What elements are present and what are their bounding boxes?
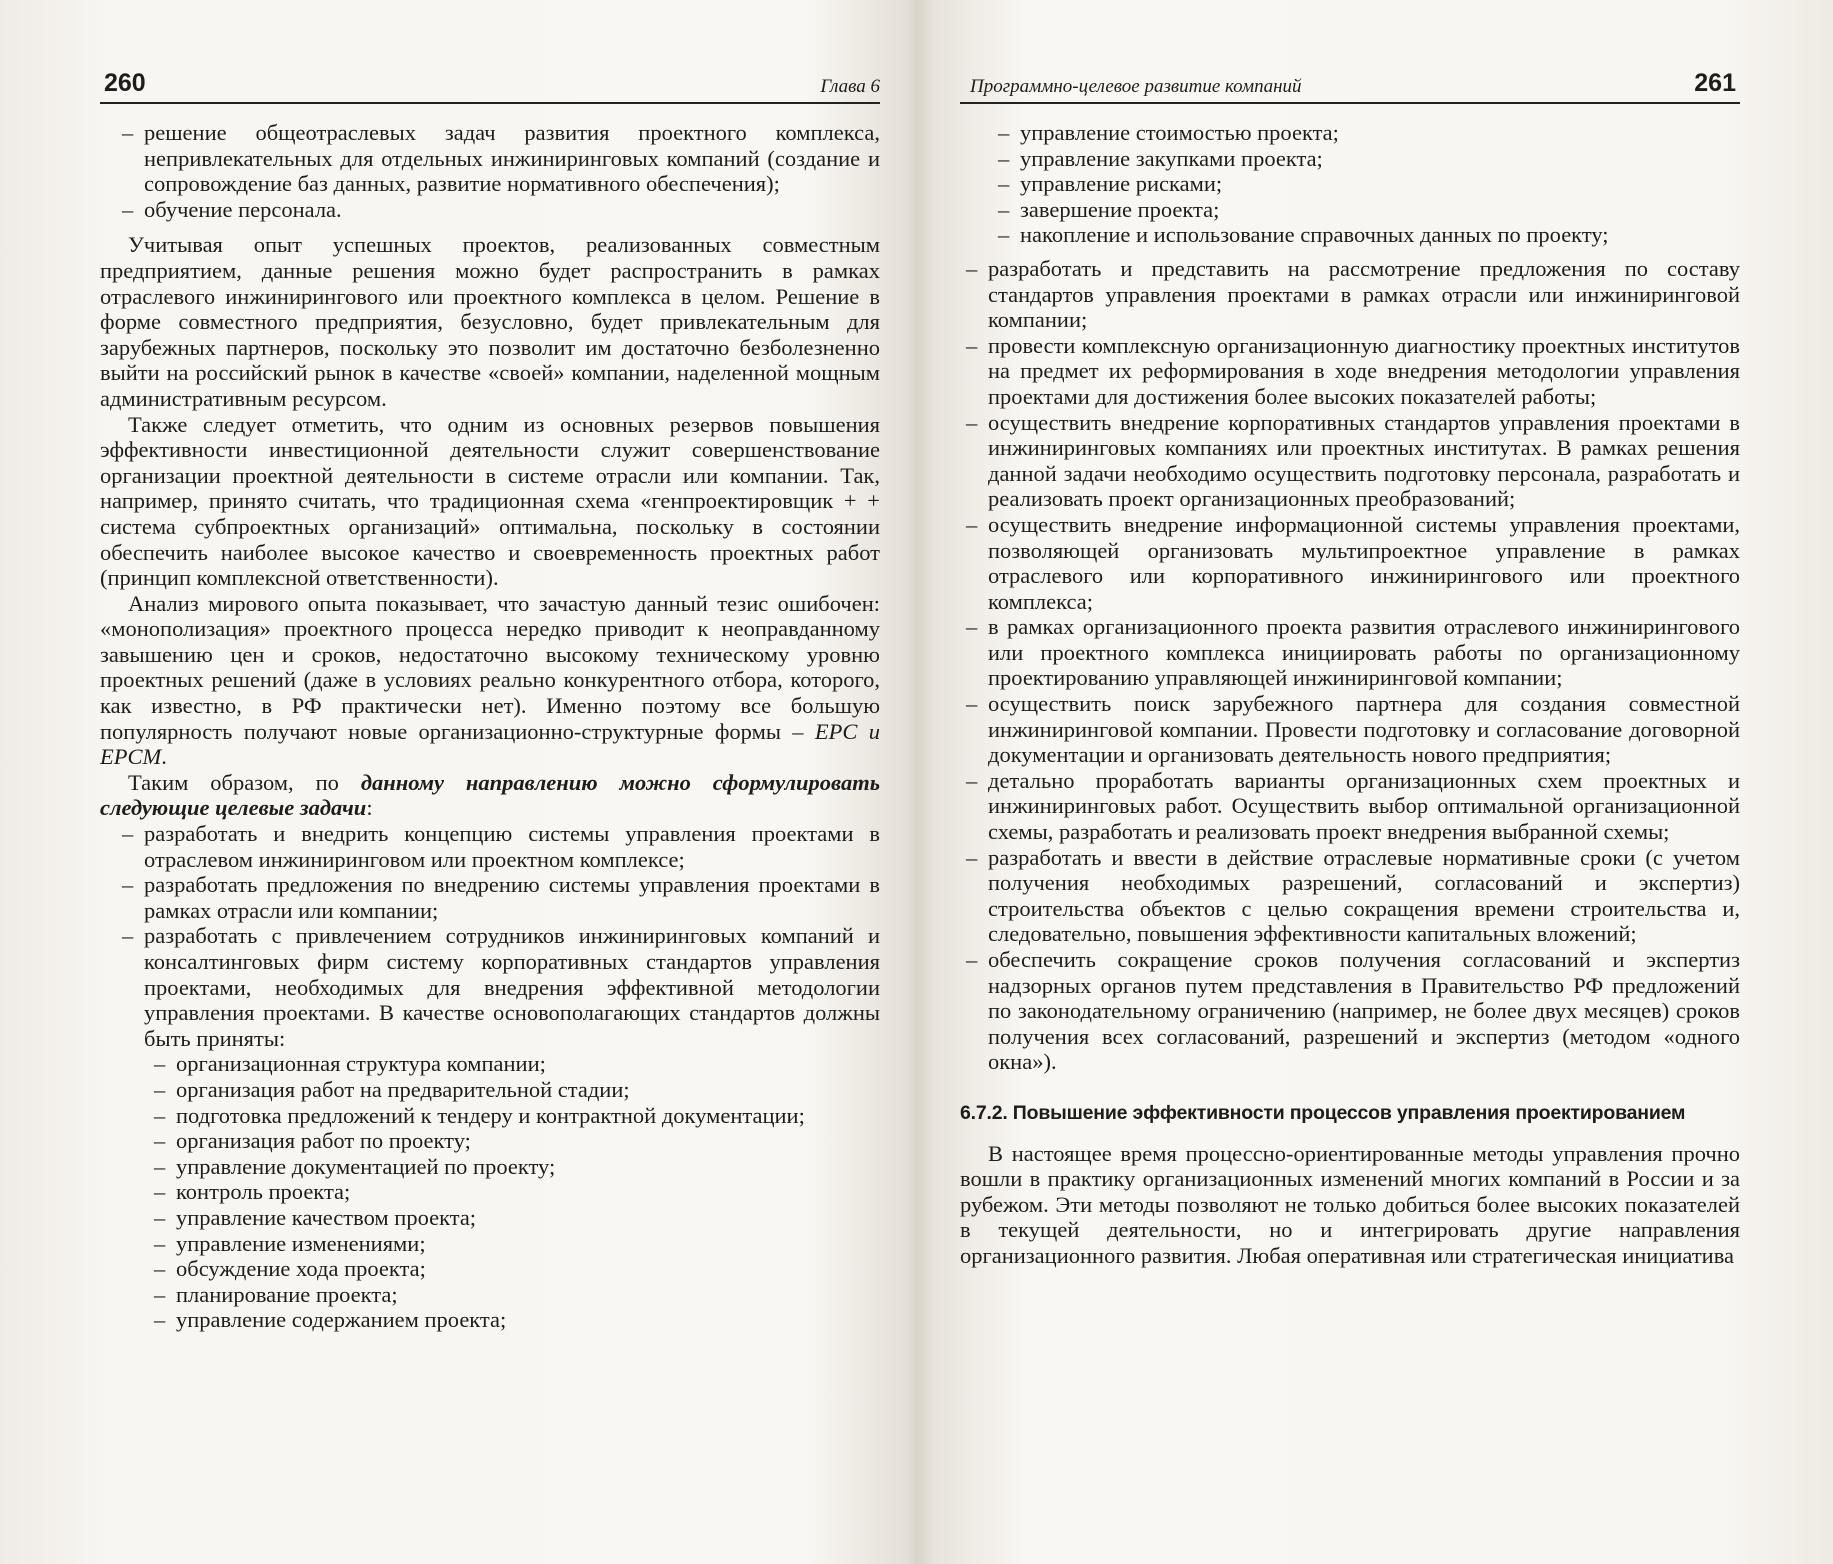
task-item: – провести комплексную организационную диагностику проектных институтов на предмет их реформирования в ходе внедрения методологии управления проектами для достижения более высоких показателей работы;	[988, 333, 1740, 410]
conjunction: и	[868, 718, 881, 744]
list-item: – решение общеотраслевых задач развития проектного комплекса, непривлекательных для отдельных инжиниринговых компаний (создание и сопровождение баз данных, развитие нормативного обеспечения);	[144, 120, 880, 197]
standard-item: – накопление и использование справочных данных по проекту;	[1020, 222, 1740, 248]
standard-item: – завершение проекта;	[1020, 197, 1740, 223]
task-item: – разработать и внедрить концепцию системы управления проектами в отраслевом инжиниринговом или проектном комплексе;	[144, 821, 880, 872]
standard-item: – организация работ на предварительной стадии;	[176, 1077, 880, 1103]
standard-item: – организация работ по проекту;	[176, 1128, 880, 1154]
left-running-title: Глава 6	[820, 76, 880, 97]
summary-emphasis: данному направлению можно сформулировать следующие целевые задачи	[100, 769, 880, 821]
task-item: – разработать с привлечением сотрудников инжиниринговых компаний и консалтинговых фирм систему корпоративных стандартов управления проектами, необходимых для внедрения эффективной методологии управления проектами. В качестве основополагающих стандартов должны быть приняты:	[144, 923, 880, 1051]
section-paragraph: В настоящее время процессно-ориентированные методы управления прочно вошли в практику организационных изменений многих компаний в России и за рубежом. Эти методы позволяют не только добиться более высоких показателей в текущей деятельности, но и интегрировать другие направления организационного развития. Любая оперативная или стратегическая инициатива	[960, 1140, 1740, 1268]
left-running-header	[100, 62, 880, 104]
paragraph: Также следует отметить, что одним из основных резервов повышения эффективности инвестиционной деятельности служит совершенствование организации проектной деятельности в системе отрасли или компании. Так, например, принято считать, что традиционная схема «генпроектировщик + + система субпроектных организаций» оптимальна, поскольку в состоянии обеспечить наиболее высокое качество и своевременность проектных работ (принцип комплексной ответственности).	[100, 411, 880, 591]
task-item: – разработать и ввести в действие отраслевые нормативные сроки (с учетом получения необходимых разрешений, согласований и экспертиз) строительства объектов с целью сокращения времени строительства и, следовательно, повышения эффективности капитальных вложений;	[988, 845, 1740, 947]
standard-item: – контроль проекта;	[176, 1179, 880, 1205]
left-page-number: 260	[104, 69, 146, 97]
task-item: – осуществить поиск зарубежного партнера для создания совместной инжиниринговой компании. Провести подготовку и согласование договорной документации и организовать деятельность нового предприятия;	[988, 691, 1740, 768]
task-item: – осуществить внедрение информационной системы управления проектами, позволяющей организовать мультипроектное управление в рамках отраслевого или корпоративного инжинирингового или проектного комплекса;	[988, 512, 1740, 614]
task-item: – разработать и представить на рассмотрение предложения по составу стандартов управления проектами в рамках отрасли или инжиниринговой компании;	[988, 256, 1740, 333]
right-page	[960, 0, 1740, 1564]
standard-item: – управление содержанием проекта;	[176, 1307, 880, 1333]
period: .	[161, 744, 167, 770]
left-top-list	[100, 120, 880, 222]
standard-item: – планирование проекта;	[176, 1282, 880, 1308]
right-running-header	[960, 62, 1740, 104]
summary-lead: Таким образом, по	[128, 769, 361, 795]
target-tasks-list	[100, 821, 880, 1051]
standard-item: – управление стоимостью проекта;	[1020, 120, 1740, 146]
summary-colon: :	[366, 795, 373, 821]
standard-item: – управление рисками;	[1020, 171, 1740, 197]
standard-item: – управление документацией по проекту;	[176, 1154, 880, 1180]
epc-term: EPC	[814, 718, 858, 744]
task-item: – обеспечить сокращение сроков получения согласований и экспертиз надзорных органов путем представления в Правительство РФ предложений по законодательному ограничению (например, не более двух месяцев) сроков получения всех согласований, разрешений и экспертиз (методом «одного окна»).	[988, 947, 1740, 1075]
standard-item: – управление изменениями;	[176, 1231, 880, 1257]
epcm-term: EPCM	[100, 744, 162, 770]
standard-item: – подготовка предложений к тендеру и контрактной документации;	[176, 1103, 880, 1129]
left-page	[100, 0, 880, 1564]
section-heading: 6.7.2. Повышение эффективности процессов управления проектированием	[960, 1101, 1686, 1124]
right-page-number: 261	[1694, 69, 1736, 97]
paragraph	[100, 591, 880, 770]
standard-item: – управление качеством проекта;	[176, 1205, 880, 1231]
standard-item: – управление закупками проекта;	[1020, 146, 1740, 172]
summary-paragraph	[100, 770, 880, 821]
target-tasks-list-continued	[960, 256, 1740, 1075]
right-page-body	[960, 120, 1740, 1269]
task-item: – детально проработать варианты организационных схем проектных и инжиниринговых работ. Осуществить выбор оптимальной организационной схемы, разработать и реализовать проект внедрения выбранной схемы;	[988, 768, 1740, 845]
task-item: – в рамках организационного проекта развития отраслевого инжинирингового или проектного комплекса инициировать работы по организационному проектированию управляющей инжиниринговой компании;	[988, 614, 1740, 691]
list-item: – обучение персонала.	[144, 197, 880, 223]
paragraph: Учитывая опыт успешных проектов, реализованных совместным предприятием, данные решения можно будет распространить в рамках отраслевого инжинирингового или проектного комплекса в целом. Решение в форме совместного предприятия, безусловно, будет привлекательным для зарубежных партнеров, поскольку это позволит им достаточно безболезненно выйти на российский рынок в качестве «своей» компании, наделенной мощным административным ресурсом.	[100, 232, 880, 411]
standard-item: – обсуждение хода проекта;	[176, 1256, 880, 1282]
paragraph-text: Анализ мирового опыта показывает, что зачастую данный тезис ошибочен: «монополизация» проектного процесса нередко приводит к неоправданному завышению цен и сроков, недостаточно высокому техническому уровню проектных решений (даже в условиях реально конкурентного отбора, которого, как известно, в РФ практически нет). Именно поэтому все большую популярность получают новые организационно-структурные формы –	[100, 590, 880, 744]
left-page-body	[100, 120, 880, 1333]
standards-list-continued	[960, 120, 1740, 248]
standard-item: – организационная структура компании;	[176, 1051, 880, 1077]
task-item: – разработать предложения по внедрению системы управления проектами в рамках отрасли или компании;	[144, 872, 880, 923]
task-item: – осуществить внедрение корпоративных стандартов управления проектами в инжиниринговых компаниях или проектных институтах. В рамках решения данной задачи необходимо осуществить подготовку персонала, разработать и реализовать проект организационных преобразований;	[988, 410, 1740, 512]
right-running-title: Программно-целевое развитие компаний	[970, 76, 1302, 97]
standards-list	[100, 1051, 880, 1333]
